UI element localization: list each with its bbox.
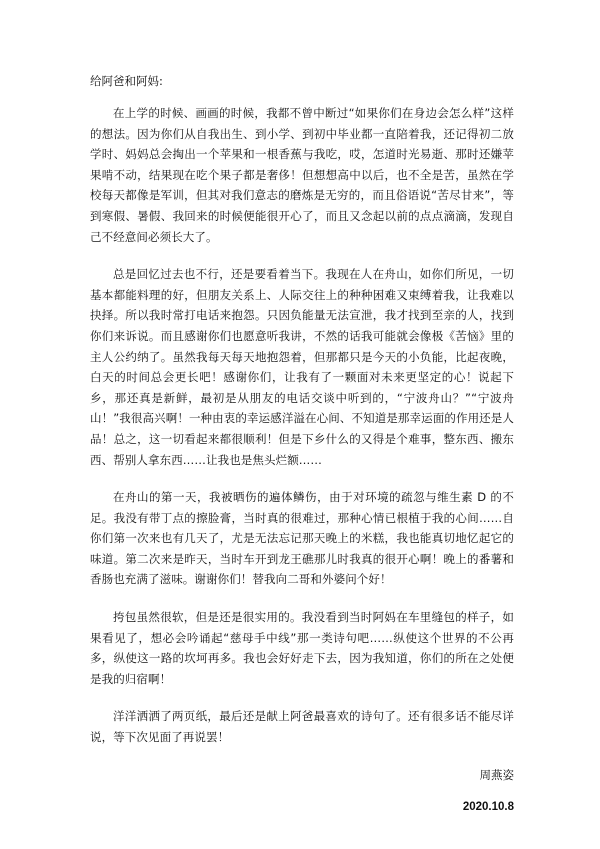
paragraph-closing: 洋洋洒洒了两页纸，最后还是献上阿爸最喜欢的诗句了。还有很多话不能尽详说，等下次见面了再说罢！ [90,709,514,745]
salutation: 给阿爸和阿妈: [90,74,163,88]
paragraph-first-day: 在舟山的第一天，我被晒伤的遍体鳞伤，由于对环境的疏忽与维生素 D 的不足。我没有带丁点的擦脸膏，当时真的很难过，那种心情已根植于我的心间……自你们第一次来也有几天了，尤是无法忘记那天晚上的米糕，我也能真切地忆起它的味道。第二次来是昨天，当时车开到龙王礁那儿时我真的很开心啊！晚上的番薯和香肠也充满了滋味。谢谢你们！替我向二哥和外婆问个好！ [90,490,514,587]
paragraph-life-in-zhoushan: 总是回忆过去也不行，还是要看着当下。我现在人在舟山，如你们所见，一切基本都能料理的好，但朋友关系上、人际交往上的种种困难又束缚着我，让我难以抉择。所以我时常打电话来抱怨。只因负能量无法宣泄，我才找到至亲的人，找到你们来诉说。而且感谢你们也愿意听我讲，不然的话我可能就会像极《苦恼》里的主人公约纳了。虽然我每天每天地抱怨着，但那都只是今天的小负能，比起夜晚，白天的时间总会更长吧！感谢你们，让我有了一颗面对未来更坚定的心！说起下乡，那还真是新鲜，最初是从朋友的电话交谈中听到的，“宁波舟山？”“宁波舟山！”我很高兴啊！一种由衷的幸运感洋溢在心间、不知道是那幸运面的作用还是人品！总之，这一切看起来都很顺利！但是下乡什么的又得是个难事，整东西、搬东西、帮别人拿东西……让我也是焦头烂额…… [90,267,514,467]
signature: 周燕姿 [479,767,514,782]
paragraph-handbag: 挎包虽然很软，但是还是很实用的。我没看到当时阿妈在车里缝包的样子，如果看见了，想必会吟诵起“慈母手中线”那一类诗句吧……纵使这个世界的不公再多，纵使这一路的坎坷再多。我也会好好走下去，因为我知道，你们的所在之处便是我的归宿啊！ [90,610,514,686]
paragraph-childhood-memories: 在上学的时候、画画的时候，我都不曾中断过“如果你们在身边会怎么样”这样的想法。因为你们从自我出生、到小学、到初中毕业都一直陪着我，还记得初二放学时、妈妈总会掏出一个苹果和一根香蕉与我吃，哎，怎道时光易逝、那时还嫌苹果啃不动，结果现在吃个果子都是奢侈！但想想高中以后，也不全是苦，虽然在学校每天都像是军训，但其对我们意志的磨炼是无穷的，而且俗语说“苦尽甘来”，等到寒假、暑假、我回来的时候便能很开心了，而且又念起以前的点点滴滴，发现自己不经意间必须长大了。 [90,106,514,244]
letter-date: 2020.10.8 [462,800,514,813]
